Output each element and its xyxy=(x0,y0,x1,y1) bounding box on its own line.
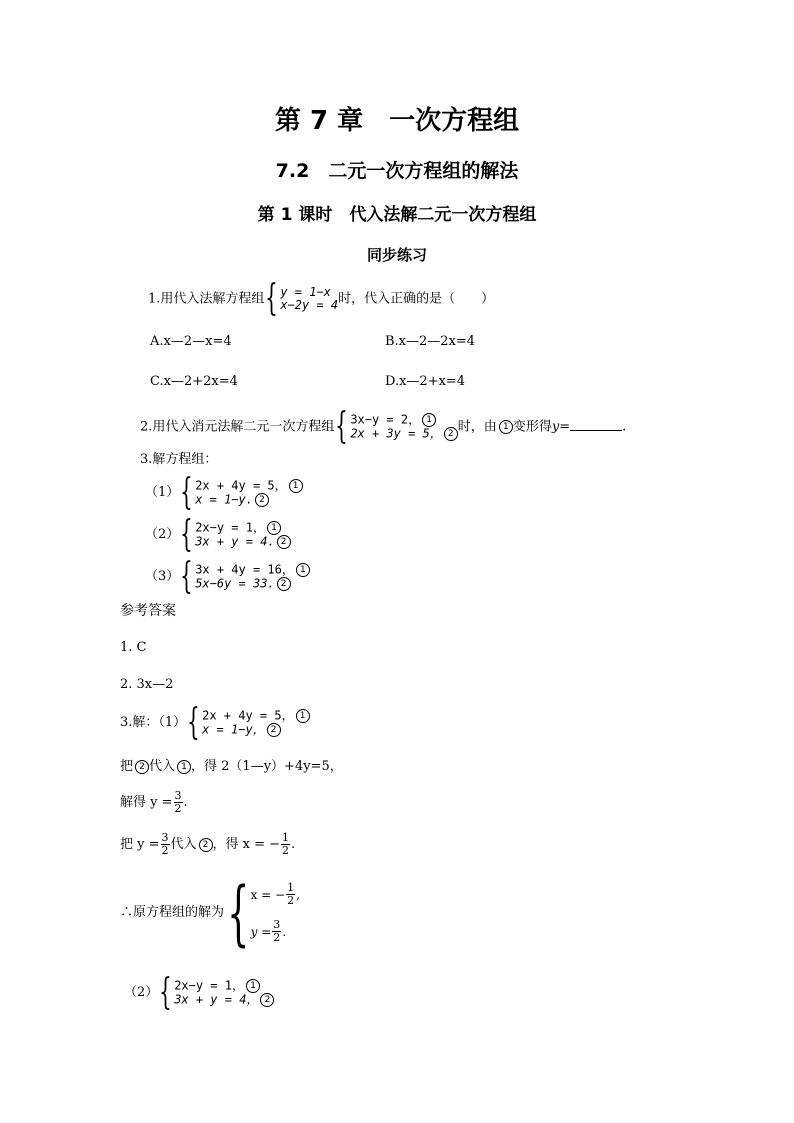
answer-1: 1. C xyxy=(120,640,147,655)
answer-blank[interactable] xyxy=(570,418,622,431)
option-c: C.x—2+2x=4 xyxy=(150,374,238,389)
question-3-part-3: （3） { 3x + 4y = 16， 1 5x−6y = 33. 2 xyxy=(145,562,310,592)
answer-2: 2. 3x—2 xyxy=(120,677,174,692)
option-b: B.x—2—2x=4 xyxy=(385,334,476,349)
option-a: A.x—2—x=4 xyxy=(150,334,232,349)
question-3-part-1: （1） { 2x + 4y = 5， 1 x = 1−y. 2 xyxy=(145,478,303,508)
equation-system: { y = 1−x x−2y = 4 xyxy=(265,278,339,319)
practice-title: 同步练习 xyxy=(366,246,427,264)
answer-solution: ∴原方程组的解为 { x = − $\frac{1}{2}$ , y = $\frac{3}{2}$ . xyxy=(120,872,300,954)
chapter-title: 第 7 章 一次方程组 xyxy=(274,106,520,136)
question-3-title: 3.解方程组： xyxy=(140,452,218,467)
answer-step-2: 解得 y = $\frac{3}{2}$ . xyxy=(120,789,188,815)
answer-step-1: 把 2 代入 1 ，得 2（1—y）+4y=5， xyxy=(120,759,343,774)
answer-3-part-2: （2） { 2x−y = 1， 1 3x + y = 4， 2 xyxy=(124,978,274,1008)
answer-step-3: 把 y = $\frac{3}{2}$ 代入 2 ，得 x = − $\frac{1}{2}$ . xyxy=(120,831,296,857)
equation-system: { 3x−y = 2， 1 2x + 3y = 5， 2 xyxy=(334,412,457,442)
question-3-part-2: （2） { 2x−y = 1， 1 3x + y = 4. 2 xyxy=(145,520,291,550)
question-1: 1.用代入法解方程组 { y = 1−x x−2y = 4 时，代入正确的是（ ） xyxy=(148,278,495,319)
answer-3-part-1: 3.解：（1） { 2x + 4y = 5， 1 x = 1−y， 2 xyxy=(120,708,310,738)
option-d: D.x—2+x=4 xyxy=(385,374,466,389)
lesson-title: 第 1 课时 代入法解二元一次方程组 xyxy=(257,205,537,225)
question-2: 2.用代入消元法解二元一次方程组 { 3x−y = 2， 1 2x + 3y = 5， 2 时，由 1 变形得y= . xyxy=(140,406,627,447)
section-title: 7.2 二元一次方程组的解法 xyxy=(275,160,519,182)
answers-title: 参考答案 xyxy=(120,603,176,619)
